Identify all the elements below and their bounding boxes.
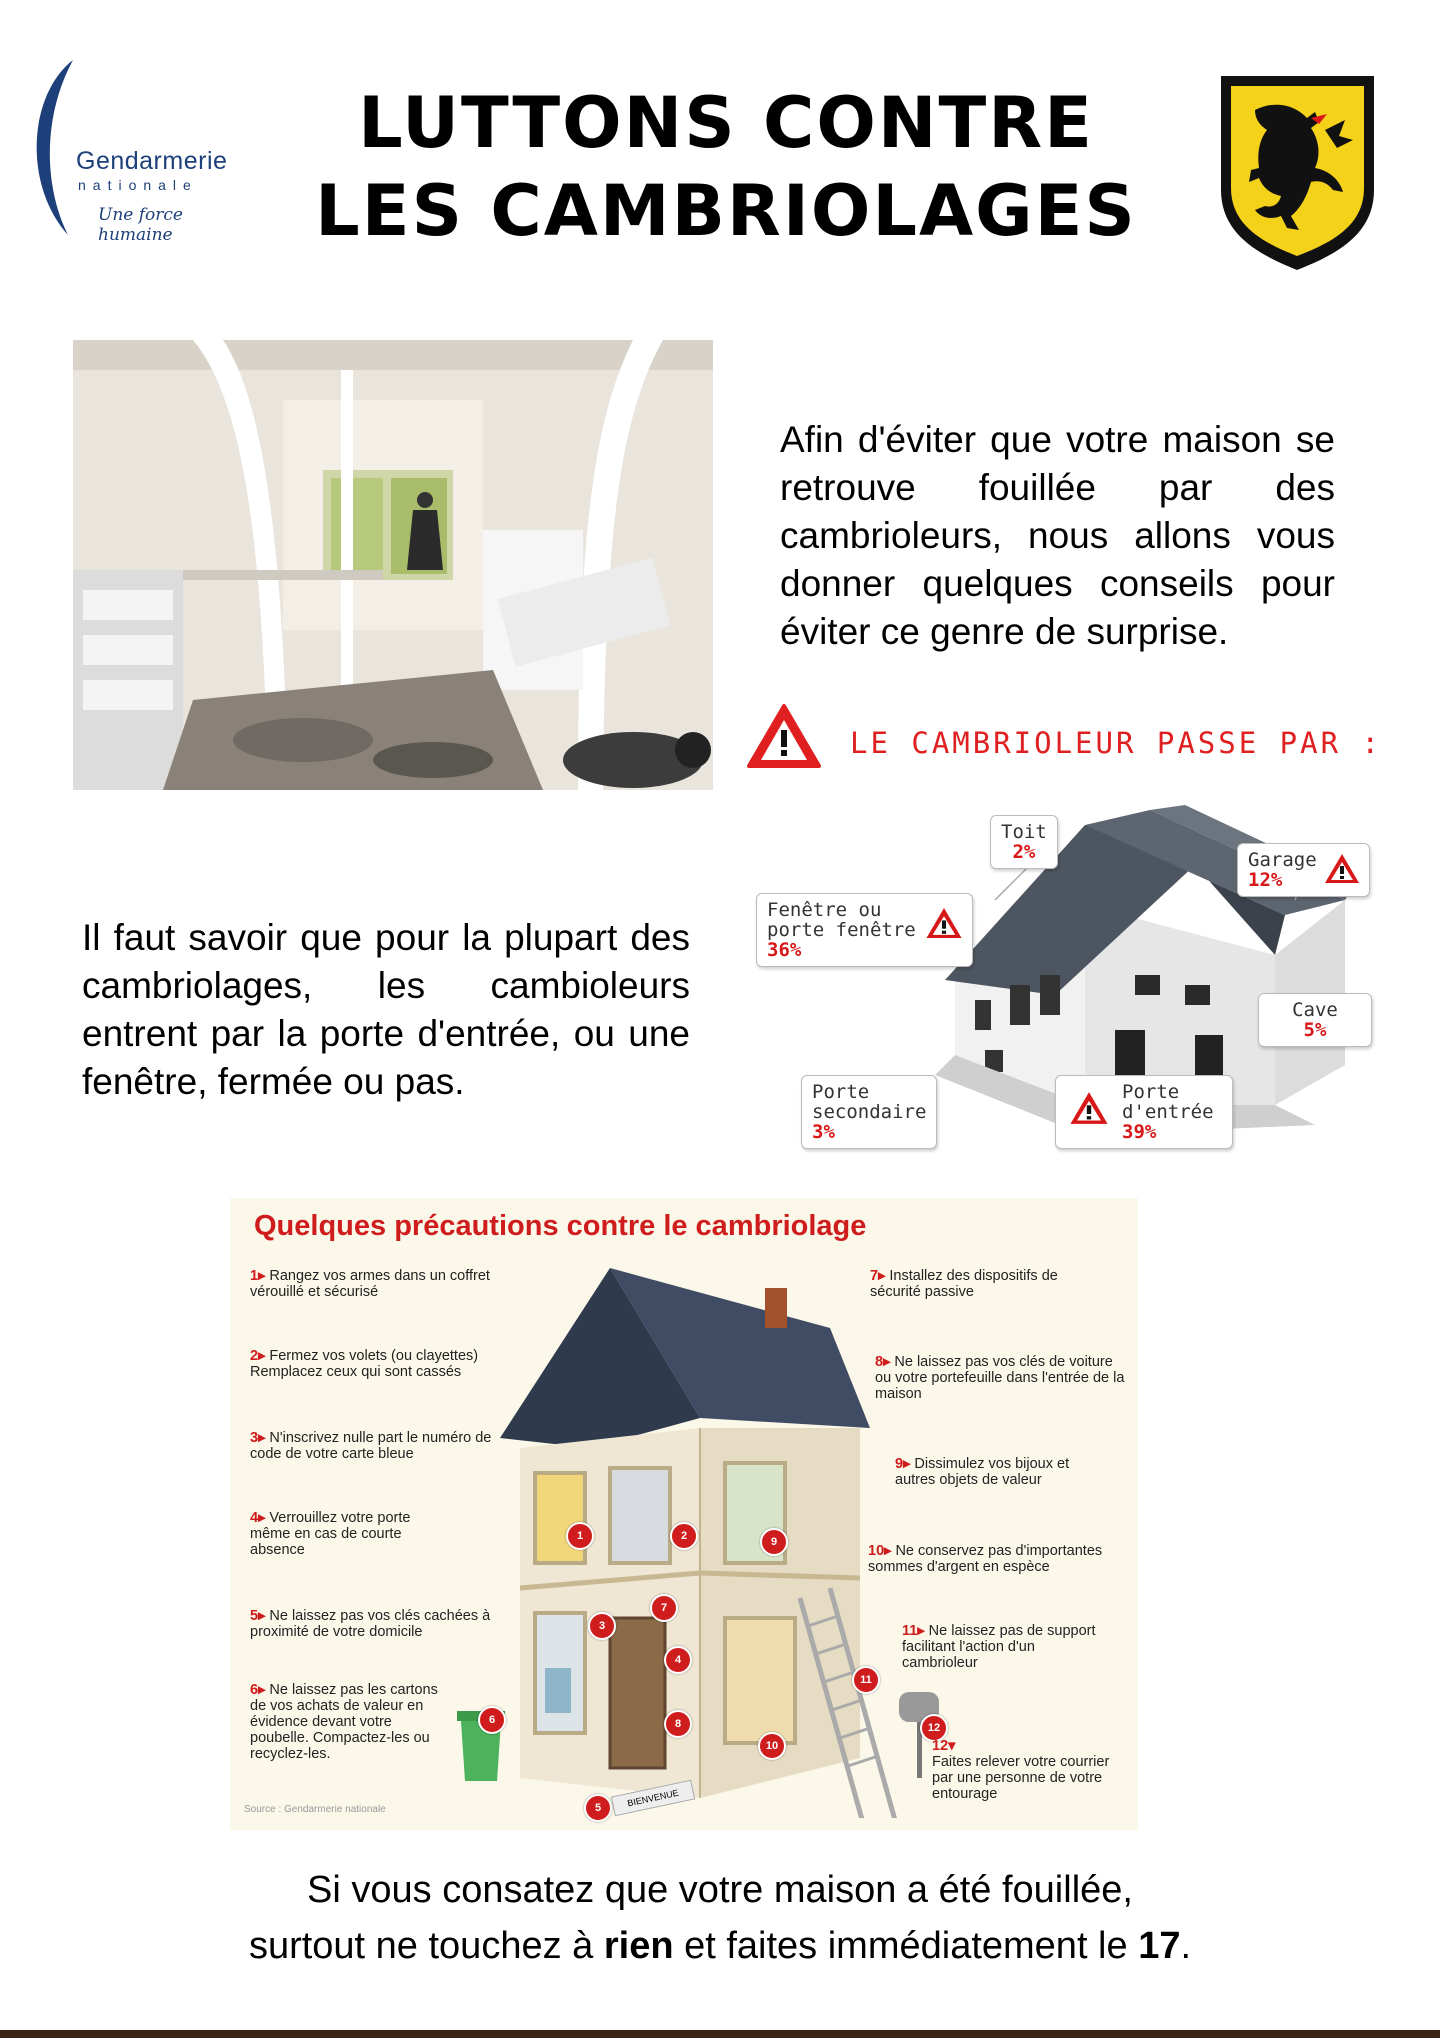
callout-cave-pct: 5%: [1303, 1019, 1327, 1041]
precaution-num: 4: [250, 1510, 259, 1526]
precaution-num: 7: [870, 1268, 879, 1284]
precautions-title: Quelques précautions contre le cambriolage: [254, 1210, 867, 1242]
precaution-item-3: 3▸ N'inscrivez nulle part le numéro de code de votre carte bleue: [250, 1430, 492, 1462]
precaution-marker-2: 2: [670, 1522, 698, 1550]
warning-triangle-icon: [924, 906, 964, 940]
conclusion-line2: [0, 1918, 1440, 1974]
logo-line2: nationale: [78, 177, 198, 193]
precaution-num: 12: [932, 1738, 949, 1754]
callout-secondaire-label2: secondaire: [812, 1101, 927, 1123]
precaution-text: N'inscrivez nulle part le numéro de code de votre carte bleue: [250, 1430, 492, 1462]
warning-triangle-icon: [1323, 852, 1361, 885]
precaution-item-6: 6▸ Ne laissez pas les cartons de vos achats de valeur en évidence devant votre poubelle. Compactez-les ou recyclez-les.: [250, 1682, 438, 1762]
precaution-text: Fermez vos volets (ou clayettes) Remplacez ceux qui sont cassés: [250, 1348, 479, 1380]
precaution-marker-10: 10: [758, 1732, 786, 1760]
precaution-marker-8: 8: [664, 1710, 692, 1738]
callout-entree-label1: Porte: [1122, 1081, 1180, 1103]
flanders-lion-crest-icon: [1215, 70, 1380, 275]
precaution-marker-11: 11: [852, 1666, 880, 1694]
precaution-text: Installez des dispositifs de sécurité passive: [870, 1268, 1058, 1300]
precaution-item-10: 10▸ Ne conservez pas d'importantes sommes d'argent en espèce: [868, 1543, 1103, 1575]
precaution-text: Ne laissez pas de support facilitant l'action d'un cambrioleur: [902, 1623, 1096, 1671]
callout-garage-pct: 12%: [1248, 869, 1283, 891]
callout-entree-pct: 39%: [1122, 1121, 1157, 1143]
callout-cave: [1258, 993, 1372, 1047]
callout-fenetre: [756, 893, 973, 967]
callout-cave-label: Cave: [1292, 999, 1338, 1021]
precaution-marker-5: 5: [584, 1794, 612, 1822]
precaution-text: Ne laissez pas les cartons de vos achats de valeur en évidence devant votre poubelle. Compactez-les ou recyclez-les.: [250, 1682, 438, 1762]
conclusion-emphasis-rien: rien: [603, 1925, 674, 1967]
precaution-num: 5: [250, 1608, 259, 1624]
precaution-item-5: 5▸ Ne laissez pas vos clés cachées à proximité de votre domicile: [250, 1608, 491, 1640]
conclusion-line1: Si vous consatez que votre maison a été fouillée,: [307, 1869, 1133, 1911]
precaution-num: 10: [868, 1543, 885, 1559]
welcome-mat: BIENVENUE: [611, 1780, 695, 1817]
precaution-item-12: 12▾ Faites relever votre courrier par une personne de votre entourage: [932, 1738, 1110, 1802]
precaution-marker-1: 1: [566, 1522, 594, 1550]
callout-fenetre-label2: porte fenêtre: [767, 919, 916, 941]
entry-paragraph: Il faut savoir que pour la plupart des cambriolages, les cambioleurs entrent par la porte d'entrée, ou une fenêtre, fermée ou pas.: [82, 917, 690, 1102]
precaution-text: Faites relever votre courrier par une personne de votre entourage: [932, 1754, 1110, 1802]
callout-fenetre-pct: 36%: [767, 939, 802, 961]
entry-points-diagram: [755, 805, 1385, 1155]
callout-toit-pct: 2%: [1012, 841, 1036, 863]
callout-toit-label: Toit: [1001, 821, 1047, 843]
callout-garage-label: Garage: [1248, 849, 1317, 871]
precaution-num: 3: [250, 1430, 259, 1446]
warning-triangle-icon: [1068, 1090, 1110, 1126]
conclusion-text: et faites immédiatement le: [673, 1925, 1139, 1967]
precaution-num: 6: [250, 1682, 259, 1698]
precaution-text: Dissimulez vos bijoux et autres objets de valeur: [895, 1456, 1070, 1488]
page-title-line2: LES CAMBRIOLAGES: [315, 170, 1137, 252]
precaution-marker-6: 6: [478, 1706, 506, 1734]
logo-tagline: Une force humaine: [98, 205, 183, 245]
bottom-border: [0, 2030, 1440, 2038]
burglar-entry-heading: [745, 702, 1435, 772]
precaution-marker-3: 3: [588, 1612, 616, 1640]
precaution-item-1: 1▸ Rangez vos armes dans un coffret vérouillé et sécurisé: [250, 1268, 490, 1300]
gendarmerie-logo: [28, 55, 258, 245]
burglarized-room-photo: [73, 340, 713, 790]
emergency-number: 17: [1138, 1925, 1181, 1967]
callout-secondaire-pct: 3%: [812, 1121, 835, 1143]
warning-label: LE CAMBRIOLEUR PASSE PAR :: [850, 726, 1382, 760]
precaution-item-4: 4▸ Verrouillez votre porte même en cas de courte absence: [250, 1510, 411, 1558]
precaution-item-2: 2▸ Fermez vos volets (ou clayettes) Remplacez ceux qui sont cassés: [250, 1348, 479, 1380]
precaution-text: Rangez vos armes dans un coffret vérouillé et sécurisé: [250, 1268, 490, 1300]
conclusion-text: .: [1180, 1925, 1192, 1967]
logo-line1: Gendarmerie: [76, 147, 228, 175]
precaution-marker-7: 7: [650, 1594, 678, 1622]
precaution-item-11: 11▸ Ne laissez pas de support facilitant l'action d'un cambrioleur: [902, 1623, 1096, 1671]
precaution-text: Verrouillez votre porte même en cas de courte absence: [250, 1510, 411, 1558]
precaution-num: 11: [902, 1623, 918, 1639]
page-title-line1: LUTTONS CONTRE: [358, 82, 1094, 164]
precaution-text: Ne conservez pas d'importantes sommes d'argent en espèce: [868, 1543, 1103, 1575]
warning-triangle-icon: [745, 702, 823, 770]
precaution-marker-4: 4: [664, 1646, 692, 1674]
precaution-num: 9: [895, 1456, 904, 1472]
precaution-item-9: 9▸ Dissimulez vos bijoux et autres objets de valeur: [895, 1456, 1070, 1488]
precaution-num: 8: [875, 1354, 884, 1370]
callout-porte-secondaire: [801, 1075, 937, 1149]
callout-secondaire-label1: Porte: [812, 1081, 870, 1103]
conclusion: [0, 1862, 1440, 1974]
conclusion-text: surtout ne touchez à: [248, 1925, 604, 1967]
precaution-num: 2: [250, 1348, 259, 1364]
precaution-item-7: 7▸ Installez des dispositifs de sécurité passive: [870, 1268, 1058, 1300]
precaution-num: 1: [250, 1268, 259, 1284]
precaution-marker-9: 9: [760, 1528, 788, 1556]
precaution-item-8: 8▸ Ne laissez pas vos clés de voiture ou votre portefeuille dans l'entrée de la maison: [875, 1354, 1125, 1402]
callout-toit: [990, 815, 1058, 869]
precaution-text: Ne laissez pas vos clés cachées à proximité de votre domicile: [250, 1608, 491, 1640]
precautions-infographic: [230, 1198, 1138, 1830]
callout-porte-entree: [1055, 1075, 1233, 1149]
precaution-text: Ne laissez pas vos clés de voiture ou votre portefeuille dans l'entrée de la maison: [875, 1354, 1125, 1402]
precaution-marker-12: 12: [920, 1714, 948, 1742]
callout-entree-label2: d'entrée: [1122, 1101, 1214, 1123]
source-note: Source : Gendarmerie nationale: [244, 1804, 386, 1815]
callout-garage: [1237, 843, 1370, 897]
callout-fenetre-label1: Fenêtre ou: [767, 899, 882, 921]
intro-paragraph: Afin d'éviter que votre maison se retrouve fouillée par des cambrioleurs, nous allons vous donner quelques conseils pour éviter ce genre de surprise.: [780, 419, 1335, 652]
